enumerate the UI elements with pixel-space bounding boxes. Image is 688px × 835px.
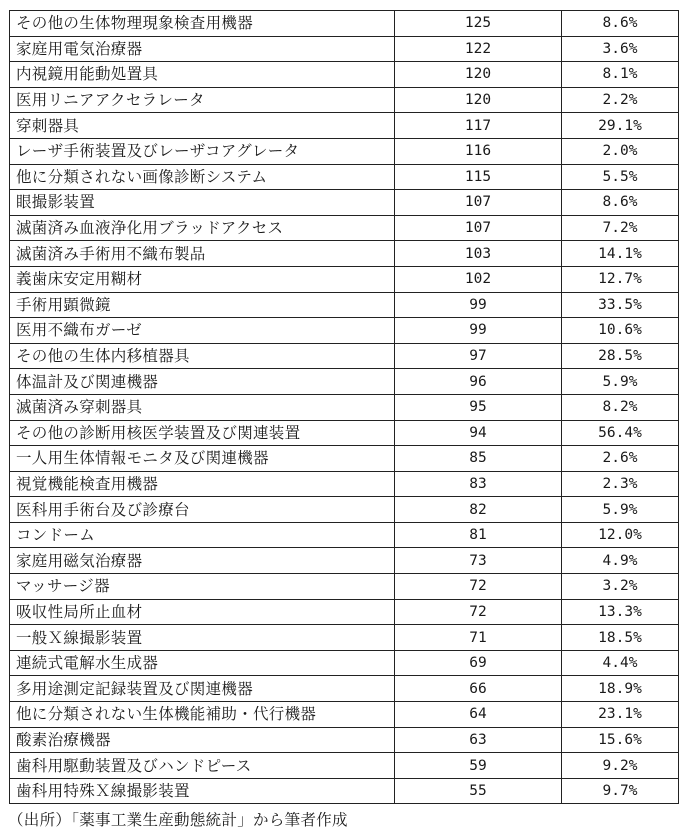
device-name-cell: 家庭用磁気治療器 xyxy=(10,548,395,574)
count-cell: 107 xyxy=(395,190,562,216)
percentage-cell: 8.1% xyxy=(562,62,679,88)
device-name-cell: 眼撮影装置 xyxy=(10,190,395,216)
count-cell: 102 xyxy=(395,266,562,292)
count-cell: 64 xyxy=(395,702,562,728)
count-cell: 125 xyxy=(395,11,562,37)
table-row xyxy=(10,36,679,62)
device-name-cell: 他に分類されない生体機能補助・代行機器 xyxy=(10,702,395,728)
count-cell: 82 xyxy=(395,497,562,523)
device-name-cell: 連続式電解水生成器 xyxy=(10,650,395,676)
count-cell: 83 xyxy=(395,471,562,497)
count-cell: 69 xyxy=(395,650,562,676)
percentage-cell: 7.2% xyxy=(562,215,679,241)
percentage-cell: 5.5% xyxy=(562,164,679,190)
count-cell: 59 xyxy=(395,753,562,779)
percentage-cell: 5.9% xyxy=(562,497,679,523)
count-cell: 81 xyxy=(395,522,562,548)
table-row xyxy=(10,241,679,267)
device-name-cell: 他に分類されない画像診断システム xyxy=(10,164,395,190)
device-name-cell: 体温計及び関連機器 xyxy=(10,369,395,395)
count-cell: 120 xyxy=(395,87,562,113)
percentage-cell: 29.1% xyxy=(562,113,679,139)
device-name-cell: レーザ手術装置及びレーザコアグレータ xyxy=(10,138,395,164)
count-cell: 117 xyxy=(395,113,562,139)
table-row xyxy=(10,343,679,369)
device-name-cell: 歯科用特殊Ｘ線撮影装置 xyxy=(10,778,395,804)
device-name-cell: コンドーム xyxy=(10,522,395,548)
device-name-cell: 家庭用電気治療器 xyxy=(10,36,395,62)
percentage-cell: 12.0% xyxy=(562,522,679,548)
device-name-cell: 歯科用駆動装置及びハンドピース xyxy=(10,753,395,779)
source-caption: （出所）「薬事工業生産動態統計」から筆者作成 xyxy=(8,811,348,829)
count-cell: 122 xyxy=(395,36,562,62)
table-body xyxy=(10,11,679,804)
count-cell: 99 xyxy=(395,318,562,344)
device-name-cell: 医用不織布ガーゼ xyxy=(10,318,395,344)
count-cell: 103 xyxy=(395,241,562,267)
table-row xyxy=(10,650,679,676)
table-row xyxy=(10,138,679,164)
percentage-cell: 18.5% xyxy=(562,625,679,651)
count-cell: 55 xyxy=(395,778,562,804)
percentage-cell: 2.6% xyxy=(562,446,679,472)
percentage-cell: 12.7% xyxy=(562,266,679,292)
device-statistics-table xyxy=(9,10,679,804)
device-name-cell: 一人用生体情報モニタ及び関連機器 xyxy=(10,446,395,472)
table-row xyxy=(10,266,679,292)
percentage-cell: 9.7% xyxy=(562,778,679,804)
device-name-cell: 内視鏡用能動処置具 xyxy=(10,62,395,88)
percentage-cell: 2.3% xyxy=(562,471,679,497)
percentage-cell: 33.5% xyxy=(562,292,679,318)
table-row xyxy=(10,599,679,625)
device-name-cell: 視覚機能検査用機器 xyxy=(10,471,395,497)
percentage-cell: 2.0% xyxy=(562,138,679,164)
count-cell: 72 xyxy=(395,599,562,625)
device-name-cell: その他の生体物理現象検査用機器 xyxy=(10,11,395,37)
count-cell: 85 xyxy=(395,446,562,472)
count-cell: 116 xyxy=(395,138,562,164)
device-name-cell: 一般Ｘ線撮影装置 xyxy=(10,625,395,651)
percentage-cell: 8.2% xyxy=(562,394,679,420)
table-row xyxy=(10,778,679,804)
count-cell: 96 xyxy=(395,369,562,395)
percentage-cell: 28.5% xyxy=(562,343,679,369)
percentage-cell: 8.6% xyxy=(562,190,679,216)
device-name-cell: 穿刺器具 xyxy=(10,113,395,139)
device-name-cell: 医科用手術台及び診療台 xyxy=(10,497,395,523)
percentage-cell: 5.9% xyxy=(562,369,679,395)
count-cell: 72 xyxy=(395,574,562,600)
device-name-cell: 滅菌済み穿刺器具 xyxy=(10,394,395,420)
count-cell: 120 xyxy=(395,62,562,88)
table-row xyxy=(10,87,679,113)
count-cell: 107 xyxy=(395,215,562,241)
device-name-cell: その他の診断用核医学装置及び関連装置 xyxy=(10,420,395,446)
table-row xyxy=(10,727,679,753)
device-name-cell: マッサージ器 xyxy=(10,574,395,600)
table-row xyxy=(10,753,679,779)
percentage-cell: 4.9% xyxy=(562,548,679,574)
device-name-cell: 滅菌済み手術用不織布製品 xyxy=(10,241,395,267)
table-row xyxy=(10,394,679,420)
percentage-cell: 14.1% xyxy=(562,241,679,267)
percentage-cell: 2.2% xyxy=(562,87,679,113)
percentage-cell: 3.6% xyxy=(562,36,679,62)
count-cell: 97 xyxy=(395,343,562,369)
table-row xyxy=(10,292,679,318)
table-row xyxy=(10,11,679,37)
percentage-cell: 56.4% xyxy=(562,420,679,446)
count-cell: 94 xyxy=(395,420,562,446)
table-row xyxy=(10,446,679,472)
count-cell: 66 xyxy=(395,676,562,702)
percentage-cell: 9.2% xyxy=(562,753,679,779)
table-row xyxy=(10,369,679,395)
device-name-cell: 多用途測定記録装置及び関連機器 xyxy=(10,676,395,702)
percentage-cell: 3.2% xyxy=(562,574,679,600)
count-cell: 71 xyxy=(395,625,562,651)
device-name-cell: 義歯床安定用糊材 xyxy=(10,266,395,292)
table-row xyxy=(10,471,679,497)
table-row xyxy=(10,497,679,523)
device-name-cell: 酸素治療機器 xyxy=(10,727,395,753)
percentage-cell: 8.6% xyxy=(562,11,679,37)
table-row xyxy=(10,190,679,216)
percentage-cell: 13.3% xyxy=(562,599,679,625)
table-row xyxy=(10,625,679,651)
percentage-cell: 15.6% xyxy=(562,727,679,753)
percentage-cell: 23.1% xyxy=(562,702,679,728)
count-cell: 63 xyxy=(395,727,562,753)
device-name-cell: 医用リニアアクセラレータ xyxy=(10,87,395,113)
count-cell: 115 xyxy=(395,164,562,190)
table-row xyxy=(10,318,679,344)
count-cell: 95 xyxy=(395,394,562,420)
percentage-cell: 10.6% xyxy=(562,318,679,344)
table-row xyxy=(10,548,679,574)
count-cell: 73 xyxy=(395,548,562,574)
table-row xyxy=(10,164,679,190)
table-row xyxy=(10,215,679,241)
table-row xyxy=(10,574,679,600)
device-name-cell: 手術用顕微鏡 xyxy=(10,292,395,318)
table-row xyxy=(10,62,679,88)
device-name-cell: 吸収性局所止血材 xyxy=(10,599,395,625)
percentage-cell: 18.9% xyxy=(562,676,679,702)
count-cell: 99 xyxy=(395,292,562,318)
device-name-cell: その他の生体内移植器具 xyxy=(10,343,395,369)
percentage-cell: 4.4% xyxy=(562,650,679,676)
table-row xyxy=(10,702,679,728)
device-name-cell: 滅菌済み血液浄化用ブラッドアクセス xyxy=(10,215,395,241)
table-row xyxy=(10,676,679,702)
table-row xyxy=(10,113,679,139)
table-row xyxy=(10,522,679,548)
table-row xyxy=(10,420,679,446)
